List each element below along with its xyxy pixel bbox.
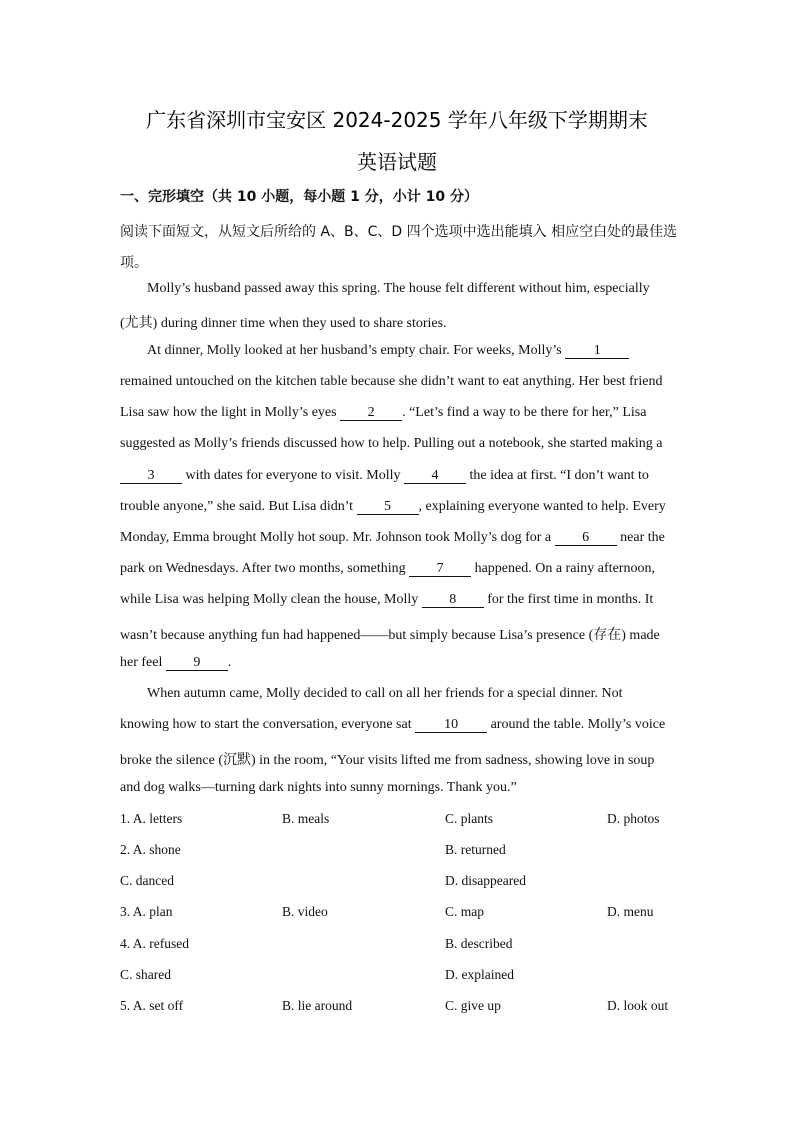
passage-line: Molly’s husband passed away this spring. The house felt different without him, especially (147, 281, 650, 296)
passage-text: trouble anyone,” she said. But Lisa didn’t (120, 499, 357, 514)
passage-line (120, 499, 666, 515)
q5-option-b: B. lie around (282, 998, 353, 1013)
blank-3: 3 (120, 469, 182, 484)
q3-option-b: B. video (282, 904, 328, 919)
q3-option-a: 3. A. plan (120, 904, 173, 919)
passage-line (120, 717, 665, 733)
passage-line (120, 468, 649, 484)
passage-text: her feel (120, 655, 166, 670)
passage-line: and dog walks—turning dark nights into sunny mornings. Thank you.” (120, 780, 517, 795)
blank-10: 10 (415, 718, 487, 733)
section-instruction: 阅读下面短文，从短文后所给的 A、B、C、D 四个选项中选出能填入 相应空白处的最佳选项。 (120, 224, 678, 271)
passage-line: When autumn came, Molly decided to call on all her friends for a special dinner. Not (147, 686, 623, 701)
passage-line (120, 592, 653, 608)
passage-line (120, 655, 231, 671)
passage-text: with dates for everyone to visit. Molly (182, 468, 405, 483)
passage-line: remained untouched on the kitchen table because she didn’t want to eat anything. Her best friend (120, 374, 663, 389)
q2-option-d: D. disappeared (445, 873, 526, 888)
blank-8: 8 (422, 593, 484, 608)
passage-line (120, 405, 646, 421)
q2-option-b: B. returned (445, 842, 506, 857)
blank-6: 6 (555, 531, 617, 546)
passage-text: , explaining everyone wanted to help. Every (418, 499, 666, 514)
blank-2: 2 (340, 406, 402, 421)
exam-title: 广东省深圳市宝安区 2024-2025 学年八年级下学期期末 (146, 108, 648, 132)
passage-text: At dinner, Molly looked at her husband’s empty chair. For weeks, Molly’s (147, 343, 566, 358)
q1-option-a: 1. A. letters (120, 811, 183, 826)
q4-option-a: 4. A. refused (120, 936, 189, 951)
passage-line: wasn’t because anything fun had happened——but simply because Lisa’s presence (存在) made (120, 628, 660, 643)
q2-option-c: C. danced (120, 873, 174, 888)
passage-line: suggested as Molly’s friends discussed how to help. Pulling out a notebook, she started making a (120, 436, 663, 451)
passage-text: . “Let’s find a way to be there for her,” Lisa (402, 405, 647, 420)
blank-7: 7 (409, 562, 471, 577)
passage-text: Lisa saw how the light in Molly’s eyes (120, 405, 341, 420)
q3-option-c: C. map (445, 904, 484, 919)
passage-line (120, 530, 665, 546)
passage-text: . (227, 655, 232, 670)
passage-text: knowing how to start the conversation, everyone sat (120, 717, 416, 732)
passage-text: around the table. Molly’s voice (487, 717, 666, 732)
q2-option-a: 2. A. shone (120, 842, 181, 857)
passage-text: Monday, Emma brought Molly hot soup. Mr. Johnson took Molly’s dog for a (120, 530, 555, 545)
q5-option-a: 5. A. set off (120, 998, 184, 1013)
q1-option-b: B. meals (282, 811, 330, 826)
passage-line (147, 343, 629, 359)
passage-text: park on Wednesdays. After two months, something (120, 561, 410, 576)
passage-line: broke the silence (沉默) in the room, “Your visits lifted me from sadness, showing love in soup (120, 753, 655, 768)
q1-option-c: C. plants (445, 811, 494, 826)
exam-subtitle: 英语试题 (357, 150, 437, 174)
blank-4: 4 (404, 469, 466, 484)
passage-text: the idea at first. “I don’t want to (466, 468, 649, 483)
blank-9: 9 (166, 656, 228, 671)
passage-text: while Lisa was helping Molly clean the house, Molly (120, 592, 422, 607)
q3-option-d: D. menu (607, 904, 654, 919)
passage-text: near the (616, 530, 665, 545)
passage-text: for the first time in months. It (483, 592, 654, 607)
blank-5: 5 (357, 500, 419, 515)
q4-option-c: C. shared (120, 967, 171, 982)
q5-option-d: D. look out (607, 998, 669, 1013)
q4-option-d: D. explained (445, 967, 514, 982)
passage-text: happened. On a rainy afternoon, (471, 561, 655, 576)
blank-1: 1 (565, 344, 629, 359)
section-heading: 一、完形填空（共 10 小题，每小题 1 分，小计 10 分） (120, 189, 478, 205)
q5-option-c: C. give up (445, 998, 501, 1013)
passage-line (120, 561, 655, 577)
q1-option-d: D. photos (607, 811, 660, 826)
q4-option-b: B. described (445, 936, 513, 951)
passage-line: (尤其) during dinner time when they used to share stories. (120, 316, 447, 331)
